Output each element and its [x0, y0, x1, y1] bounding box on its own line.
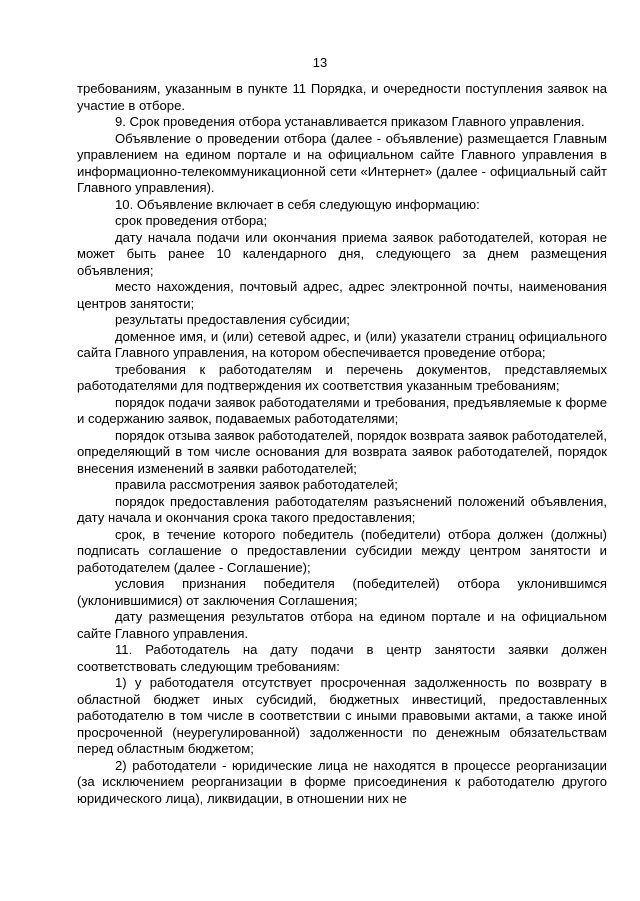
list-item: результаты предоставления субсидии; [115, 312, 350, 327]
document-body [77, 81, 607, 807]
requirement-item-2: 2) работодатели - юридические лица не находятся в процессе реорганизации (за исключением реорганизации в форме присоединения к работодателю другого юридического лица), ликвидации, в отношении них не [77, 757, 607, 806]
requirement-item-1: 1) у работодателя отсутствует просроченная задолженность по возврату в областной бюджет иных субсидий, бюджетных инвестиций, предоставленных работодателю в том числе в соответствии с иными правовыми актами, а также иной просроченной (неурегулированной) задолженности по денежным обязательствам перед областным бюджетом; [77, 675, 607, 756]
list-item: порядок подачи заявок работодателями и требования, предъявляемые к форме и содержанию заявок, подаваемых работодателями; [77, 394, 607, 426]
list-item: дату размещения результатов отбора на едином портале и на официальном сайте Главного управления. [77, 609, 607, 641]
list-item: срок, в течение которого победитель (победители) отбора должен (должны) подписать соглашение о предоставлении субсидии между центром занятости и работодателем (далее - Соглашение); [77, 526, 607, 575]
list-item: доменное имя, и (или) сетевой адрес, и (или) указатели страниц официального сайта Главного управления, на котором обеспечивается проведение отбора; [77, 328, 607, 360]
list-item: правила рассмотрения заявок работодателей; [115, 477, 398, 492]
page-number: 13 [312, 55, 328, 70]
paragraph-item-11: 11. Работодатель на дату подачи в центр занятости заявки должен соответствовать следующим требованиям: [77, 642, 607, 674]
list-item: дату начала подачи или окончания приема заявок работодателей, которая не может быть ранее 10 календарного дня, следующего за днем размещения объявления; [77, 229, 607, 278]
list-item: порядок отзыва заявок работодателей, порядок возврата заявок работодателей, определяющий в том числе основания для возврата заявок работодателей, порядок внесения изменений в заявки работодателей; [77, 427, 607, 476]
paragraph-continuation: требованиям, указанным в пункте 11 Порядка, и очередности поступления заявок на участие в отборе. [77, 81, 607, 113]
list-item: порядок предоставления работодателям разъяснений положений объявления, дату начала и окончания срока такого предоставления; [77, 493, 607, 525]
list-item: требования к работодателям и перечень документов, представляемых работодателями для подтверждения их соответствия указанным требованиям; [77, 361, 607, 393]
list-item: условия признания победителя (победителей) отбора уклонившимся (уклонившимися) от заключения Соглашения; [77, 576, 607, 608]
list-item: место нахождения, почтовый адрес, адрес электронной почты, наименования центров занятости; [77, 279, 607, 311]
paragraph-announcement: Объявление о проведении отбора (далее - объявление) размещается Главным управлением на едином портале и на официальном сайте Главного управления в информационно-телекоммуникационной сети «Интернет» (далее - официальный сайт Главного управления). [77, 130, 607, 195]
paragraph-item-9: 9. Срок проведения отбора устанавливается приказом Главного управления. [115, 114, 585, 129]
list-item: срок проведения отбора; [115, 213, 268, 228]
paragraph-item-10: 10. Объявление включает в себя следующую информацию: [115, 196, 480, 212]
